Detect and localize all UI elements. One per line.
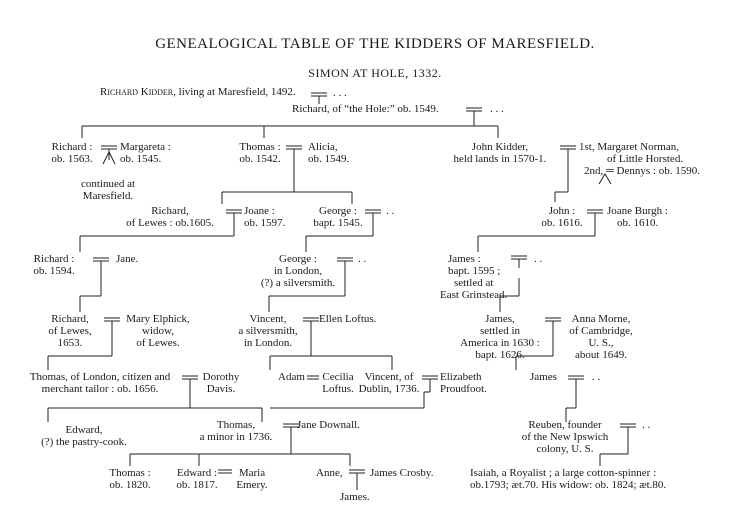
note-continued-at-maresfield: continued at Maresfield. — [80, 178, 136, 202]
descent-dots: . . — [358, 253, 367, 265]
person-john-kidder: John Kidder, held lands in 1570-1. — [453, 141, 547, 165]
person-james-last: James. — [340, 491, 370, 503]
person-dorothy-davis: Dorothy Davis. — [202, 371, 240, 395]
person-cecilia-loftus: Cecilia Loftus. — [322, 371, 354, 395]
person-thomas-1736: Thomas, a minor in 1736. — [199, 419, 273, 443]
person-james-crosby: James Crosby. — [370, 467, 434, 479]
person-james-1595: James : bapt. 1595 ; settled at East Grinstead. — [440, 253, 508, 301]
person-reuben: Reuben, founder of the New Ipswich colony, U. S. — [521, 419, 609, 455]
person-dennys: 2nd, ═ Dennys : ob. 1590. — [584, 165, 700, 177]
person-jane: Jane. — [116, 253, 139, 265]
person-alicia: Alicia, ob. 1549. — [308, 141, 350, 165]
person-mary-elphick: Mary Elphick, widow, of Lewes. — [126, 313, 190, 349]
person-richard-kidder-1492: Richard Kidder, living at Maresfield, 1492. — [100, 86, 296, 98]
person-richard-1594: Richard : ob. 1594. — [33, 253, 75, 277]
person-richard-of-the-hole: Richard, of “the Hole:” ob. 1549. — [292, 103, 439, 115]
person-james-1626: James, settled in America in 1630 : bapt. 1626. — [460, 313, 540, 361]
person-richard-of-lewes: Richard, of Lewes : ob.1605. — [126, 205, 214, 229]
person-anna-morne: Anna Morne, of Cambridge, U. S., about 1649. — [569, 313, 633, 361]
table-title: GENEALOGICAL TABLE OF THE KIDDERS OF MARESFIELD. — [155, 36, 595, 52]
person-thomas-1820: Thomas : ob. 1820. — [109, 467, 151, 491]
person-james: James — [530, 371, 557, 383]
person-john-1616: John : ob. 1616. — [541, 205, 583, 229]
person-thomas-1656: Thomas, of London, citizen and merchant tailor : ob. 1656. — [29, 371, 171, 395]
descent-dots: . . . — [490, 103, 504, 115]
table-subtitle: SIMON AT HOLE, 1332. — [308, 66, 442, 80]
person-joane-burgh: Joane Burgh : ob. 1610. — [607, 205, 668, 229]
person-vincent: Vincent, a silversmith, in London. — [238, 313, 298, 349]
person-elizabeth-proudfoot: Elizabeth Proudfoot. — [440, 371, 487, 395]
person-richard-1653: Richard, of Lewes, 1653. — [48, 313, 92, 349]
person-adam: Adam — [278, 371, 305, 383]
person-joane: Joane : ob. 1597. — [244, 205, 286, 229]
descent-dots: . . — [642, 419, 651, 431]
descent-dots: . . — [592, 371, 601, 383]
person-edward-1817: Edward : ob. 1817. — [176, 467, 218, 491]
person-margareta: Margareta : ob. 1545. — [120, 141, 171, 165]
person-isaiah: Isaiah, a Royalist ; a large cotton-spinner : ob.1793; æt.70. His widow: ob. 1824; æt.80. — [470, 467, 667, 491]
person-edward-pastry-cook: Edward, (?) the pastry-cook. — [41, 424, 127, 448]
person-richard-1563: Richard : ob. 1563. — [51, 141, 93, 165]
person-george-1545: George : bapt. 1545. — [313, 205, 363, 229]
person-jane-downall: Jane Downall. — [297, 419, 360, 431]
person-ellen-loftus: Ellen Loftus. — [319, 313, 377, 325]
person-thomas-1542: Thomas : ob. 1542. — [239, 141, 281, 165]
person-maria-emery: Maria Emery. — [236, 467, 268, 491]
person-margaret-norman: 1st, Margaret Norman, of Little Horsted. — [579, 141, 684, 165]
descent-dots: . . — [386, 205, 395, 217]
person-anne: Anne, — [316, 467, 343, 479]
descent-dots: . . — [534, 253, 543, 265]
descent-dots: . . . — [333, 87, 347, 99]
person-vincent-dublin: Vincent, of Dublin, 1736. — [358, 371, 420, 395]
person-george-london: George : in London, (?) a silversmith. — [260, 253, 336, 289]
